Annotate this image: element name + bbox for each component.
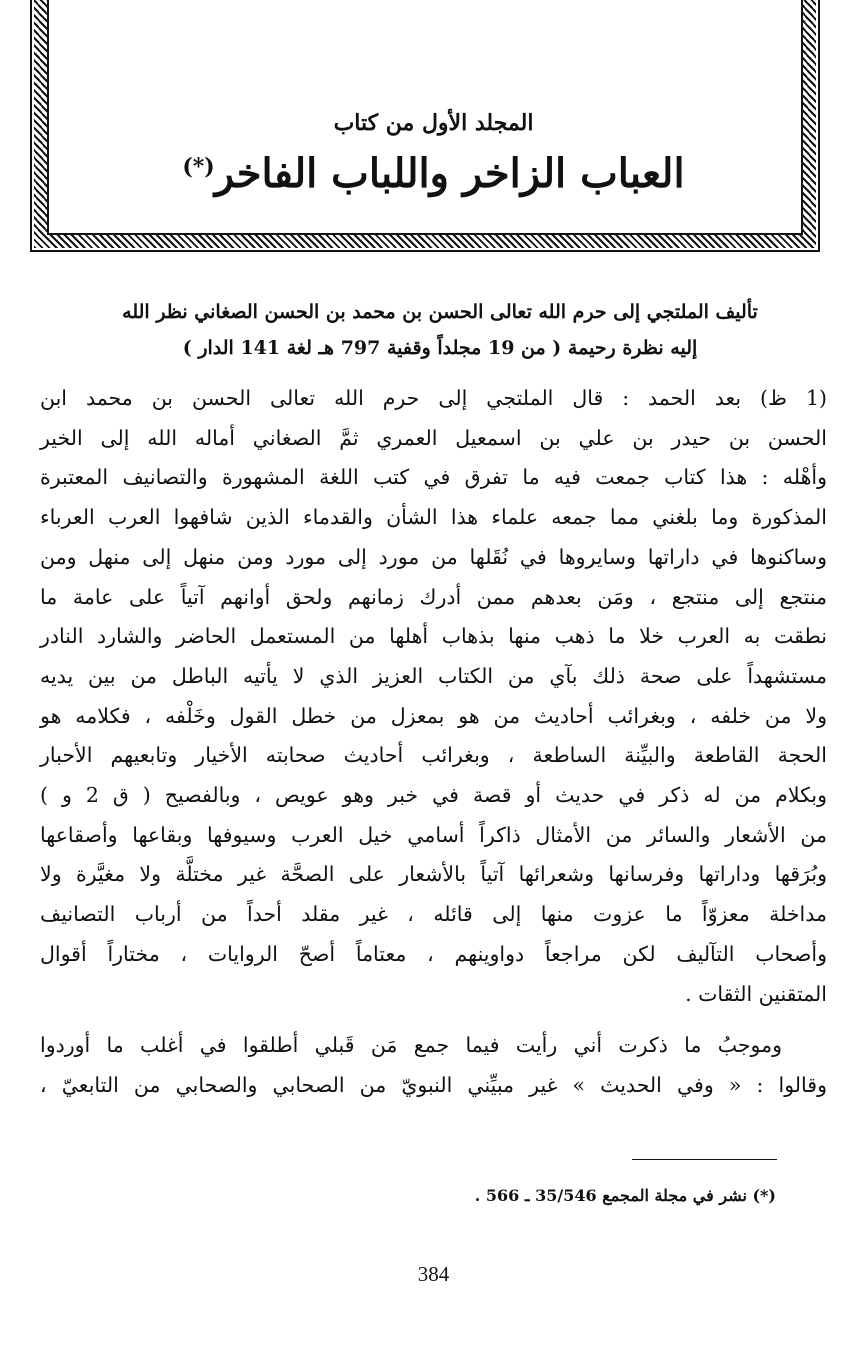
text-line: وبُرَقها وداراتها وفرسانها وشعرائها آتياً بالأشعار على الصحَّة غير مختلَّة ولا مغيَّرة ولا bbox=[40, 862, 827, 887]
text-line: مستشهداً على صحة ذلك بآي من الكتاب العزيز الذي لا يأتيه الباطل من بين يديه bbox=[40, 663, 827, 688]
author-line-2: إليه نظرة رحيمة ( من 19 مجلداً وقفية 797 هـ لغة 141 الدار ) bbox=[182, 337, 698, 359]
text-line: وأهْله : هذا كتاب جمعت فيه ما تفرق في كتب اللغة المشهورة والتصانيف المعتبرة bbox=[40, 465, 827, 490]
text-line: الحسن بن حيدر بن علي بن اسمعيل العمري ثمَّ الصغاني أماله الله إلى الخير bbox=[40, 425, 827, 450]
text-line: نطقت به العرب خلا ما ذهب منها بذهاب أهلها من المستعمل الحاضر والشارد النادر bbox=[40, 624, 827, 649]
text-line: وقالوا : « وفي الحديث » غير مبيِّني النبويّ من الصحابي والصحابي من التابعيّ ، bbox=[40, 1072, 827, 1097]
text-line: وأصحاب التآليف لكن مراجعاً دواوينهم ، معتاماً أصحّ الروايات ، مختاراً أقوال bbox=[40, 941, 827, 966]
main-text bbox=[40, 379, 827, 1106]
text-line: من الأشعار والسائر من الأمثال ذاكراً أسامي خيل العرب وسيوفها وبقاعها وأصقاعها bbox=[40, 822, 827, 847]
text-line: الحجة القاطعة والبيِّنة الساطعة ، وبغرائب أحاديث صحابته الأخيار وتابعيهم الأحبار bbox=[40, 743, 827, 768]
text-line: وساكنوها في داراتها وسايروها في نُقَلها من مورد إلى مورد ومن منهل إلى منهل ومن bbox=[40, 544, 827, 569]
footnote: (*) نشر في مجلة المجمع 35/546 ـ 566 . bbox=[474, 1186, 776, 1205]
text-line: (1 ظ) بعد الحمد : قال الملتجي إلى حرم الله تعالى الحسن بن محمد ابن bbox=[40, 386, 827, 410]
page-number: 384 bbox=[417, 1262, 450, 1286]
text-line: وموجبُ ما ذكرت أني رأيت فيما جمع مَن قَبلي أطلقوا في أغلب ما أوردوا bbox=[40, 1033, 782, 1058]
book-title-text: العباب الزاخر واللباب الفاخر bbox=[214, 150, 685, 197]
paragraph-gap bbox=[40, 1014, 827, 1026]
title-footnote-mark: (*) bbox=[182, 154, 215, 180]
text-line: مداخلة معزوّاً ما عزوت منها إلى قائله ، غير مقلد أحداً من أرباب التصانيف bbox=[40, 902, 827, 927]
text-line: المتقنين الثقات . bbox=[685, 981, 827, 1006]
volume-heading: المجلد الأول من كتاب bbox=[333, 110, 534, 136]
book-title bbox=[0, 150, 867, 197]
author-line-1: تأليف الملتجي إلى حرم الله تعالى الحسن بن محمد بن الحسن الصغاني نظر الله bbox=[122, 301, 758, 323]
footnote-separator bbox=[632, 1159, 777, 1160]
author-statement bbox=[60, 294, 820, 366]
text-line: وبكلام من له ذكر في حديث أو قصة في خبر وهو عويص ، وبالفصيح ( ق 2 و ) bbox=[40, 783, 827, 808]
text-line: ولا من خلفه ، وبغرائب أحاديث من هو بمعزل من خطل القول وخَلْفه ، فكلامه هو bbox=[40, 703, 827, 728]
text-line: منتجع إلى منتجع ، ومَن بعدهم ممن أدرك زمانهم ولحق أوانهم آتياً على عامة ما bbox=[40, 584, 827, 609]
text-line: المذكورة وما بلغني مما جمعه علماء هذا الشأن والقدماء الذين شافهوا العرب العرباء bbox=[40, 505, 827, 530]
